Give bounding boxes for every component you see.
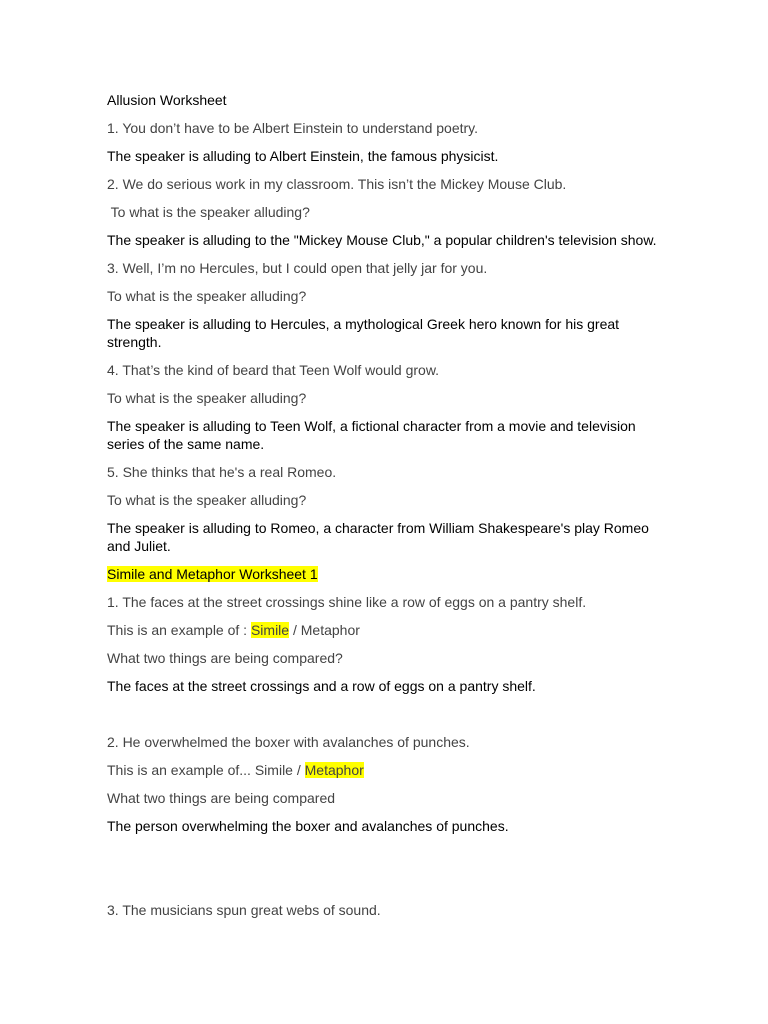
allusion-prompt-2: To what is the speaker alluding?	[107, 204, 310, 220]
allusion-answer-4: The speaker is alluding to Teen Wolf, a fictional character from a movie and television series of the same name.	[107, 418, 636, 452]
example-2-metaphor-choice: Metaphor	[304, 762, 364, 778]
allusion-prompt-5: To what is the speaker alluding?	[107, 492, 307, 508]
simile-question-2: 2. He overwhelmed the boxer with avalanches of punches.	[107, 734, 470, 750]
simile-question-3: 3. The musicians spun great webs of sound.	[107, 902, 381, 918]
allusion-answer-5: The speaker is alluding to Romeo, a character from William Shakespeare's play Romeo and Juliet.	[107, 520, 649, 554]
simile-answer-2: The person overwhelming the boxer and avalanches of punches.	[107, 818, 509, 834]
allusion-question-5: 5. She thinks that he's a real Romeo.	[107, 464, 337, 480]
simile-question-1: 1. The faces at the street crossings shine like a row of eggs on a pantry shelf.	[107, 594, 587, 610]
allusion-prompt-4: To what is the speaker alluding?	[107, 390, 307, 406]
allusion-answer-1: The speaker is alluding to Albert Einstein, the famous physicist.	[107, 148, 499, 164]
simile-example-2	[107, 760, 364, 779]
simile-example-1	[107, 620, 360, 639]
simile-answer-1: The faces at the street crossings and a row of eggs on a pantry shelf.	[107, 678, 536, 694]
allusion-question-3: 3. Well, I’m no Hercules, but I could open that jelly jar for you.	[107, 260, 488, 276]
simile-prompt-1: What two things are being compared?	[107, 650, 343, 666]
allusion-prompt-3: To what is the speaker alluding?	[107, 288, 307, 304]
simile-section-heading	[107, 564, 318, 583]
allusion-question-2: 2. We do serious work in my classroom. This isn’t the Mickey Mouse Club.	[107, 176, 567, 192]
allusion-answer-2: The speaker is alluding to the "Mickey Mouse Club," a popular children's television show.	[107, 232, 657, 248]
example-1-prefix: This is an example of :	[107, 622, 251, 638]
example-2-prefix: This is an example of...	[107, 762, 255, 778]
allusion-question-1: 1. You don’t have to be Albert Einstein to understand poetry.	[107, 120, 479, 136]
example-1-separator: /	[289, 622, 301, 638]
example-1-simile-choice: Simile	[250, 622, 290, 638]
allusion-question-4: 4. That’s the kind of beard that Teen Wolf would grow.	[107, 362, 440, 378]
allusion-answer-3: The speaker is alluding to Hercules, a mythological Greek hero known for his great strength.	[107, 316, 620, 350]
simile-prompt-2: What two things are being compared	[107, 790, 336, 806]
example-1-metaphor-choice: Metaphor	[300, 622, 360, 638]
example-2-separator: /	[292, 762, 305, 778]
page-title: Allusion Worksheet	[107, 92, 227, 108]
example-2-simile-choice: Simile	[254, 762, 293, 778]
simile-heading-highlight: Simile and Metaphor Worksheet 1	[107, 566, 318, 582]
